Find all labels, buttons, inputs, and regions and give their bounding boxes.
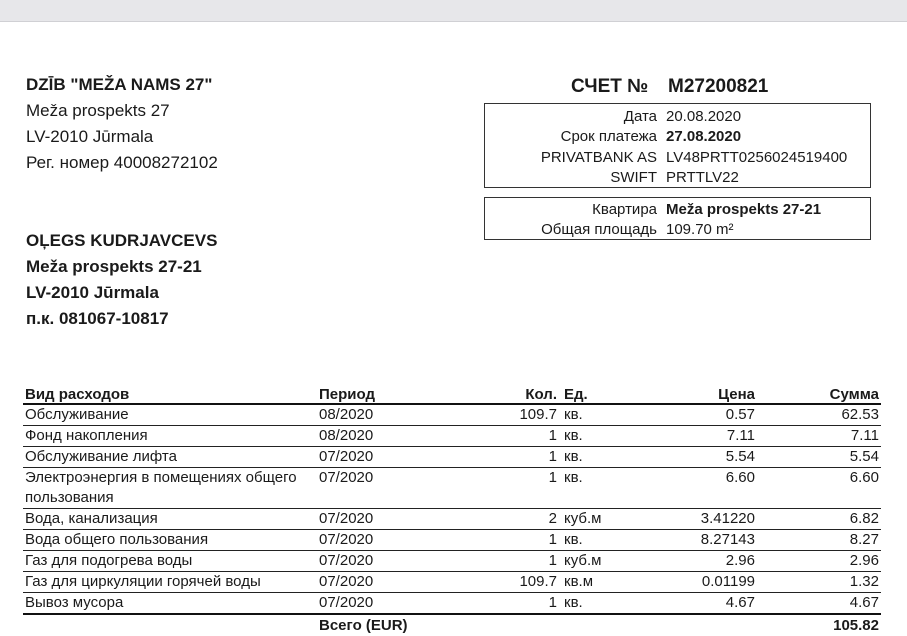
row-qty: 109.7 <box>453 572 559 593</box>
row-qty: 1 <box>453 530 559 551</box>
invoice-bank-label: PRIVATBANK AS <box>540 149 657 166</box>
invoice-due-date: 27.08.2020 <box>666 128 742 145</box>
recipient-personal-code: п.к. 081067-10817 <box>26 309 169 328</box>
row-unit: кв. <box>559 426 629 447</box>
row-period: 08/2020 <box>317 426 453 447</box>
row-type: Обслуживание лифта <box>23 447 317 468</box>
row-sum: 7.11 <box>757 426 881 447</box>
sender-name: DZĪB "MEŽA NAMS 27" <box>26 75 213 94</box>
row-qty: 109.7 <box>453 404 559 426</box>
table-row <box>23 404 881 426</box>
apartment-label: Квартира <box>592 201 657 218</box>
row-sum: 4.67 <box>757 593 881 615</box>
row-unit: кв. <box>559 468 629 509</box>
total-row <box>23 614 881 636</box>
row-price: 2.96 <box>629 551 757 572</box>
invoice-title: СЧЕТ № <box>571 76 649 97</box>
row-unit: кв. <box>559 404 629 426</box>
total-label: Всего (EUR) <box>317 614 559 636</box>
row-type: Газ для циркуляции горячей воды <box>23 572 317 593</box>
row-price: 8.27143 <box>629 530 757 551</box>
row-qty: 2 <box>453 509 559 530</box>
row-sum: 6.82 <box>757 509 881 530</box>
row-price: 0.57 <box>629 404 757 426</box>
window-top-bar <box>0 0 907 22</box>
table-header-row <box>23 384 881 404</box>
row-unit: куб.м <box>559 509 629 530</box>
row-price: 5.54 <box>629 447 757 468</box>
recipient-name: OĻEGS KUDRJAVCEVS <box>26 231 218 250</box>
invoice-date-row <box>485 106 741 127</box>
table-row <box>23 551 881 572</box>
invoice-date: 20.08.2020 <box>666 108 742 125</box>
row-period: 07/2020 <box>317 551 453 572</box>
row-period: 07/2020 <box>317 447 453 468</box>
header-price: Цена <box>629 384 757 404</box>
row-sum: 2.96 <box>757 551 881 572</box>
apartment-row <box>485 199 821 220</box>
table-row <box>23 426 881 447</box>
header-period: Период <box>317 384 453 404</box>
invoice-swift: PRTTLV22 <box>666 169 739 186</box>
row-qty: 1 <box>453 426 559 447</box>
row-unit: кв. <box>559 530 629 551</box>
area-label: Общая площадь <box>541 221 657 238</box>
row-type: Вода, канализация <box>23 509 317 530</box>
row-price: 6.60 <box>629 468 757 509</box>
sender-reg-number: Рег. номер 40008272102 <box>26 153 218 172</box>
row-type: Фонд накопления <box>23 426 317 447</box>
row-period: 07/2020 <box>317 509 453 530</box>
table-row <box>23 572 881 593</box>
row-type: Вода общего пользования <box>23 530 317 551</box>
recipient-address-line2: LV-2010 Jūrmala <box>26 283 159 302</box>
recipient-address-line1: Meža prospekts 27-21 <box>26 257 202 276</box>
row-unit: кв.м <box>559 572 629 593</box>
total-amount: 105.82 <box>757 614 881 636</box>
row-price: 3.41220 <box>629 509 757 530</box>
header-type: Вид расходов <box>23 384 317 404</box>
row-sum: 62.53 <box>757 404 881 426</box>
row-type: Электроэнергия в помещениях общего пользования <box>23 468 317 509</box>
row-period: 08/2020 <box>317 404 453 426</box>
row-price: 0.01199 <box>629 572 757 593</box>
row-sum: 8.27 <box>757 530 881 551</box>
invoice-due-label: Срок платежа <box>560 128 657 145</box>
apartment-address: Meža prospekts 27-21 <box>666 201 822 218</box>
invoice-swift-row <box>485 167 739 188</box>
row-qty: 1 <box>453 447 559 468</box>
invoice-number: M27200821 <box>668 76 769 97</box>
row-unit: кв. <box>559 593 629 615</box>
row-type: Газ для подогрева воды <box>23 551 317 572</box>
header-sum: Сумма <box>757 384 881 404</box>
row-sum: 6.60 <box>757 468 881 509</box>
sender-address-line1: Meža prospekts 27 <box>26 101 170 120</box>
row-qty: 1 <box>453 551 559 572</box>
header-qty: Кол. <box>453 384 559 404</box>
row-qty: 1 <box>453 468 559 509</box>
area-row <box>485 219 734 240</box>
invoice-due-row <box>485 126 741 147</box>
row-type: Вывоз мусора <box>23 593 317 615</box>
row-period: 07/2020 <box>317 593 453 615</box>
row-sum: 5.54 <box>757 447 881 468</box>
row-price: 4.67 <box>629 593 757 615</box>
invoice-bank-row <box>485 147 847 168</box>
table-row <box>23 447 881 468</box>
invoice-date-label: Дата <box>623 108 657 125</box>
row-unit: куб.м <box>559 551 629 572</box>
row-price: 7.11 <box>629 426 757 447</box>
area-value: 109.70 m² <box>666 221 734 238</box>
expenses-table <box>23 384 881 636</box>
row-period: 07/2020 <box>317 530 453 551</box>
header-unit: Ед. <box>559 384 629 404</box>
row-period: 07/2020 <box>317 572 453 593</box>
table-row <box>23 468 881 509</box>
invoice-swift-label: SWIFT <box>610 169 657 186</box>
row-type: Обслуживание <box>23 404 317 426</box>
row-unit: кв. <box>559 447 629 468</box>
table-row <box>23 593 881 615</box>
row-sum: 1.32 <box>757 572 881 593</box>
table-row <box>23 530 881 551</box>
row-period: 07/2020 <box>317 468 453 509</box>
row-qty: 1 <box>453 593 559 615</box>
invoice-iban: LV48PRTT0256024519400 <box>666 149 848 166</box>
table-row <box>23 509 881 530</box>
sender-address-line2: LV-2010 Jūrmala <box>26 127 154 146</box>
